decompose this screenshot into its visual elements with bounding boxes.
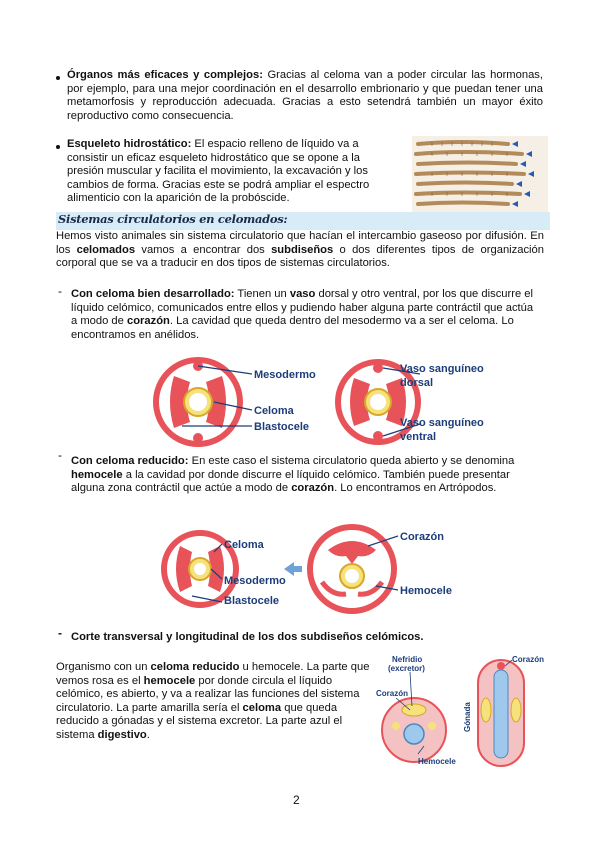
- page-number: 2: [293, 793, 300, 807]
- final-text: u hemocele. La parte que vemos rosa es el: [56, 661, 370, 687]
- final-bold: celoma: [242, 701, 282, 714]
- diagram-hemocele-sections: [374, 654, 550, 770]
- dash-marker: -: [58, 448, 62, 462]
- item-title: Con celoma reducido:: [71, 455, 189, 467]
- intro-text: vamos a encontrar dos: [135, 243, 272, 256]
- item-text: dorsal y otro ventral, por los que discurre el líquido celómico, comunicados entre ellos y pudiendo haber alguna parte contráctil que actúa a modo de: [71, 288, 534, 328]
- label-corazon-left: Corazón: [376, 689, 408, 698]
- item-text: a la cavidad por donde discurre el líquido celómico. También puede presentar alguna zona contráctil que actúe a modo de: [71, 468, 510, 495]
- bullet-esqueleto-text: El espacio relleno de líquido va a consistir un eficaz esqueleto hidrostático que se opone a la presión muscular y facilita el movimiento, la excavación y los cambios de forma. Gracias este se podrá ampliar el espectro alimenticio con la aparición de la probóscide.: [67, 138, 370, 205]
- arrow-icon: [284, 562, 302, 576]
- transverse-section: [382, 698, 446, 762]
- final-text: por donde circula el líquido celómico, es abierto, y va a realizar las funciones del sistema circulatorio. La parte amarilla sería el: [56, 674, 360, 714]
- label-gonada: Gónada: [463, 702, 472, 732]
- bullet-organos-title: Órganos más eficaces y complejos:: [67, 69, 263, 81]
- label-vaso-dorsal-1: Vaso sanguíneo: [400, 363, 484, 375]
- item-title: Corte transversal y longitudinal de los dos subdiseños celómicos.: [71, 631, 424, 643]
- dash-marker: -: [58, 626, 62, 640]
- label-vaso-dorsal-2: dorsal: [400, 377, 434, 389]
- final-text: .: [146, 728, 150, 741]
- bullet-organos-text: Gracias al celoma van a poder circular las hormonas, por ejemplo, para una mejor coordinación en el desarrollo embrionario y que puedan tener una metamorfosis y reproducción adecuada. Gracias a esto setendrá también un mayor éxito reproductivo como consecuencia.: [67, 69, 543, 122]
- label-corazon-2: Corazón: [400, 531, 444, 543]
- label-vaso-ventral-2: ventral: [400, 431, 437, 443]
- bullet-esqueleto-title: Esqueleto hidrostático:: [67, 138, 192, 150]
- dash-marker: -: [58, 284, 62, 298]
- bullet-esqueleto: [67, 138, 393, 206]
- diagram-celoma-desarrollado: [152, 356, 484, 448]
- diagram-celoma-reducido: [162, 524, 472, 614]
- longitudinal-section: [478, 660, 524, 766]
- worms-illustration: [412, 136, 548, 216]
- arthropod-cross-section: [310, 527, 394, 611]
- label-nefridio-1: Nefridio: [392, 655, 423, 664]
- intro-bold: subdiseños: [271, 243, 334, 256]
- label-corazon-right: Corazón: [512, 655, 544, 664]
- intro-text: o dos diferentes tipos de organización corporal que se va a traducir en dos tipos de sistemas circulatorios.: [56, 243, 544, 270]
- label-blastocele: Blastocele: [254, 421, 310, 433]
- bullet-dot: [56, 145, 60, 149]
- label-celoma-2: Celoma: [224, 539, 264, 551]
- label-mesodermo: Mesodermo: [254, 369, 316, 381]
- item-text: . La cavidad que queda dentro del mesodermo va a ser el celoma. Lo encontramos en anélidos.: [71, 315, 514, 341]
- final-bold: hemocele: [143, 674, 196, 687]
- label-mesodermo-2: Mesodermo: [224, 575, 286, 587]
- item-celoma-reducido: [71, 455, 541, 496]
- intro-text: Hemos visto animales sin sistema circulatorio que hacían el intercambio gaseoso por difusión. En los: [56, 230, 544, 256]
- label-hemocele-3: Hemocele: [418, 757, 456, 766]
- item-text: En este caso el sistema circulatorio queda abierto y se denomina: [188, 455, 515, 467]
- annelid-cross-section: [156, 360, 240, 444]
- label-hemocele-2: Hemocele: [400, 585, 452, 597]
- label-vaso-ventral-1: Vaso sanguíneo: [400, 417, 484, 429]
- item-bold: vaso: [289, 288, 316, 300]
- item-title: Con celoma bien desarrollado:: [71, 288, 235, 300]
- item-bold: corazón: [291, 482, 335, 495]
- bullet-dot: [56, 76, 60, 80]
- item-bold: hemocele: [71, 468, 123, 481]
- label-nefridio-2: (excretor): [388, 664, 425, 673]
- intro-bold: celomados: [76, 243, 136, 256]
- section-heading: Sistemas circulatorios en celomados:: [58, 212, 288, 226]
- intro-paragraph: [56, 230, 544, 271]
- final-text: que queda reducido a gónadas y el sistema excretor. La parte azul el sistema: [56, 701, 343, 741]
- item-text: . Lo encontramos en Artrópodos.: [334, 482, 497, 495]
- label-celoma: Celoma: [254, 405, 294, 417]
- final-text: Organismo con un: [56, 661, 151, 673]
- item-text: Tienen un: [234, 288, 290, 300]
- bullet-organos: [67, 69, 543, 123]
- item-bold: corazón: [126, 315, 170, 328]
- final-bold: digestivo: [97, 728, 147, 741]
- final-bold: celoma reducido: [150, 661, 240, 673]
- item-celoma-desarrollado: [71, 288, 541, 342]
- final-paragraph: [56, 661, 372, 743]
- label-blastocele-2: Blastocele: [224, 595, 280, 607]
- item-corte-transversal: [71, 631, 541, 645]
